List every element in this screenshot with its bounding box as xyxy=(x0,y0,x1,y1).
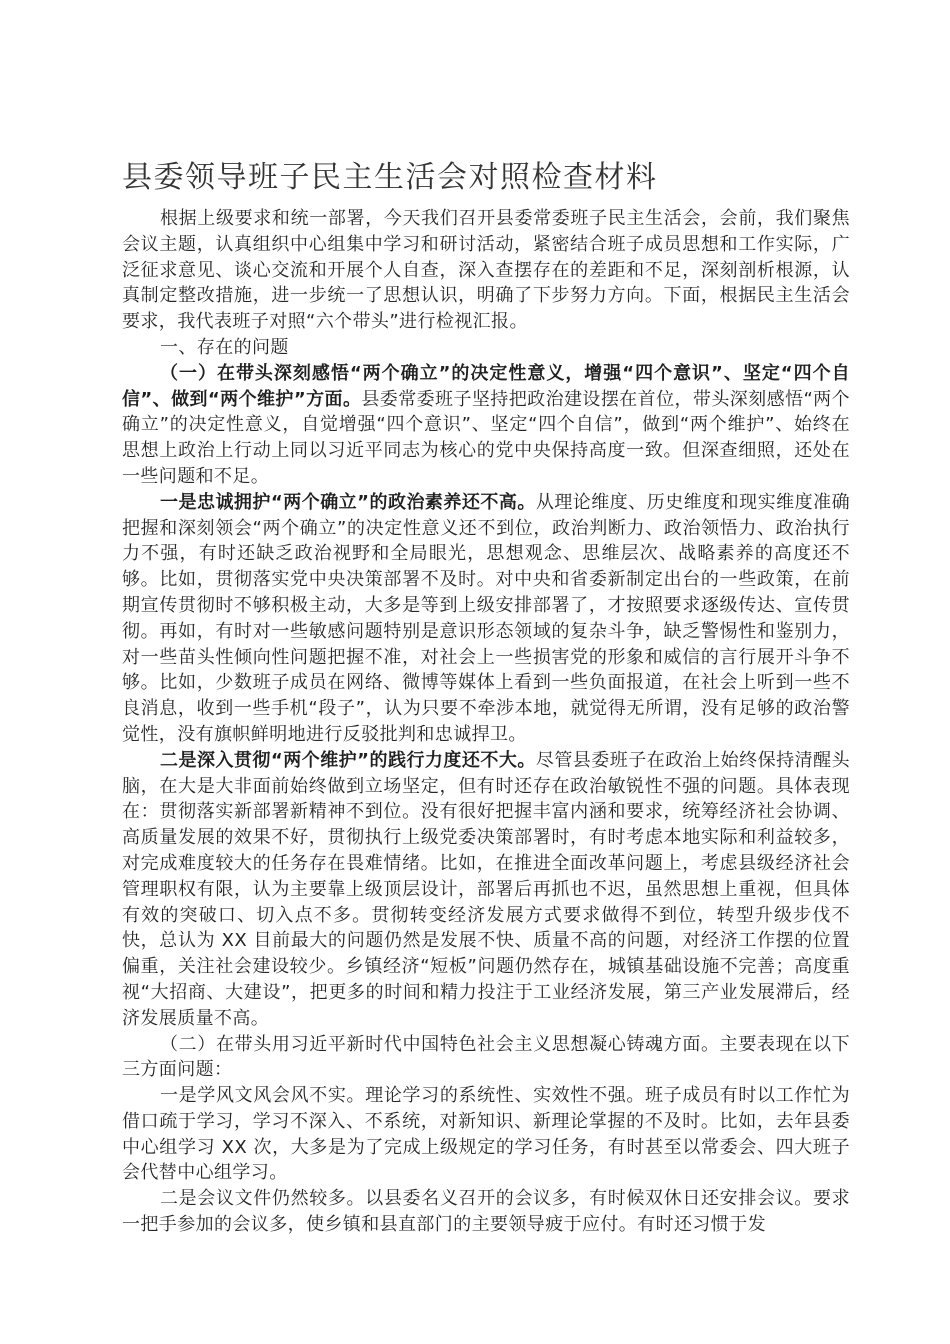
intro-paragraph xyxy=(122,206,850,335)
paragraph-text: （二）在带头用习近平新时代中国特色社会主义思想凝心铸魂方面。主要表现在以下三方面问题： xyxy=(122,1033,850,1081)
point-one-heading: 一是忠诚拥护“两个确立”的政治素养还不高。 xyxy=(160,491,536,513)
subsection-two-paragraph xyxy=(122,1032,850,1084)
section-heading-problems xyxy=(122,335,850,361)
paragraph-text: 尽管县委班子在政治上始终保持清醒头脑，在大是大非面前始终做到立场坚定，但有时还存在政治敏锐性不强的问题。具体表现在：贯彻落实新部署新精神不到位。没有很好把握丰富内涵和要求，统筹经济社会协调、高质量发展的效果不好，贯彻执行上级党委决策部署时，有时考虑本地实际和利益较多，对完成难度较大的任务存在畏难情绪。比如，在推进全面改革问题上，考虑县级经济社会管理职权有限，认为主要靠上级顶层设计，部署后再抓也不迟，虽然思想上重视，但具体有效的突破口、切入点不多。贯彻转变经济发展方式要求做得不到位，转型升级步伐不快，总认为 XX 目前最大的问题仍然是发展不快、质量不高的问题，对经济工作摆的位置偏重，关注社会建设较少。乡镇经济“短板”问题仍然存在，城镇基础设施不完善；高度重视“大招商、大建设”，把更多的时间和精力投注于工业经济发展，第三产业发展滞后，经济发展质量不高。 xyxy=(122,749,850,1029)
point-two-paragraph xyxy=(122,748,850,1032)
document-title: 县委领导班子民主生活会对照检查材料 xyxy=(122,160,658,195)
point-one-paragraph xyxy=(122,490,850,748)
study-style-paragraph xyxy=(122,1083,850,1186)
paragraph-text: 一是学风文风会风不实。理论学习的系统性、实效性不强。班子成员有时以工作忙为借口疏于学习，学习不深入、不系统，对新知识、新理论掌握的不及时。比如，去年县委中心组学习 XX 次，大多是为了完成上级规定的学习任务，有时甚至以常委会、四大班子会代替中心组学习。 xyxy=(122,1085,850,1184)
paragraph-text: 根据上级要求和统一部署，今天我们召开县委常委班子民主生活会，会前，我们聚焦会议主题，认真组织中心组集中学习和研讨活动，紧密结合班子成员思想和工作实际，广泛征求意见、谈心交流和开展个人自查，深入查摆存在的差距和不足，深刻剖析根源，认真制定整改措施，进一步统一了思想认识，明确了下步努力方向。下面，根据民主生活会要求，我代表班子对照“六个带头”进行检视汇报。 xyxy=(122,208,850,333)
meetings-paragraph xyxy=(122,1186,850,1238)
section-heading-text: 一、存在的问题 xyxy=(160,336,289,358)
document-body xyxy=(122,206,850,1238)
paragraph-text: 从理论维度、历史维度和现实维度准确把握和深刻领会“两个确立”的决定性意义还不到位，政治判断力、政治领悟力、政治执行力不强，有时还缺乏政治视野和全局眼光，思想观念、思维层次、战略素养的高度还不够。比如，贯彻落实党中央决策部署不及时。对中央和省委新制定出台的一些政策，在前期宣传贯彻时不够积极主动，大多是等到上级安排部署了，才按照要求逐级传达、宣传贯彻。再如，有时对一些敏感问题特别是意识形态领域的复杂斗争，缺乏警惕性和鉴别力，对一些苗头性倾向性问题把握不准，对社会上一些损害党的形象和威信的言行展开斗争不够。比如，少数班子成员在网络、微博等媒体上看到一些负面报道，在社会上听到一些不良消息，收到一些手机“段子”，认为只要不牵涉本地，就觉得无所谓，没有足够的政治警觉性，没有旗帜鲜明地进行反驳批判和忠诚捍卫。 xyxy=(122,491,850,745)
subsection-one-heading: （一）在带头深刻感悟“两个确立”的决定性意义，增强“四个意识”、坚定“四个自信”、做到“两个维护”方面。 xyxy=(122,362,850,410)
paragraph-text: 县委常委班子坚持把政治建设摆在首位，带头深刻感悟“两个确立”的决定性意义，自觉增强“四个意识”、坚定“四个自信”，做到“两个维护”、始终在思想上政治上行动上同以习近平同志为核心的党中央保持高度一致。但深查细照，还处在一些问题和不足。 xyxy=(122,388,851,487)
subsection-one-paragraph xyxy=(122,361,850,490)
point-two-heading: 二是深入贯彻“两个维护”的践行力度还不大。 xyxy=(160,749,536,771)
paragraph-text: 二是会议文件仍然较多。以县委名义召开的会议多，有时候双休日还安排会议。要求一把手参加的会议多，使乡镇和县直部门的主要领导疲于应付。有时还习惯于发 xyxy=(122,1188,850,1236)
